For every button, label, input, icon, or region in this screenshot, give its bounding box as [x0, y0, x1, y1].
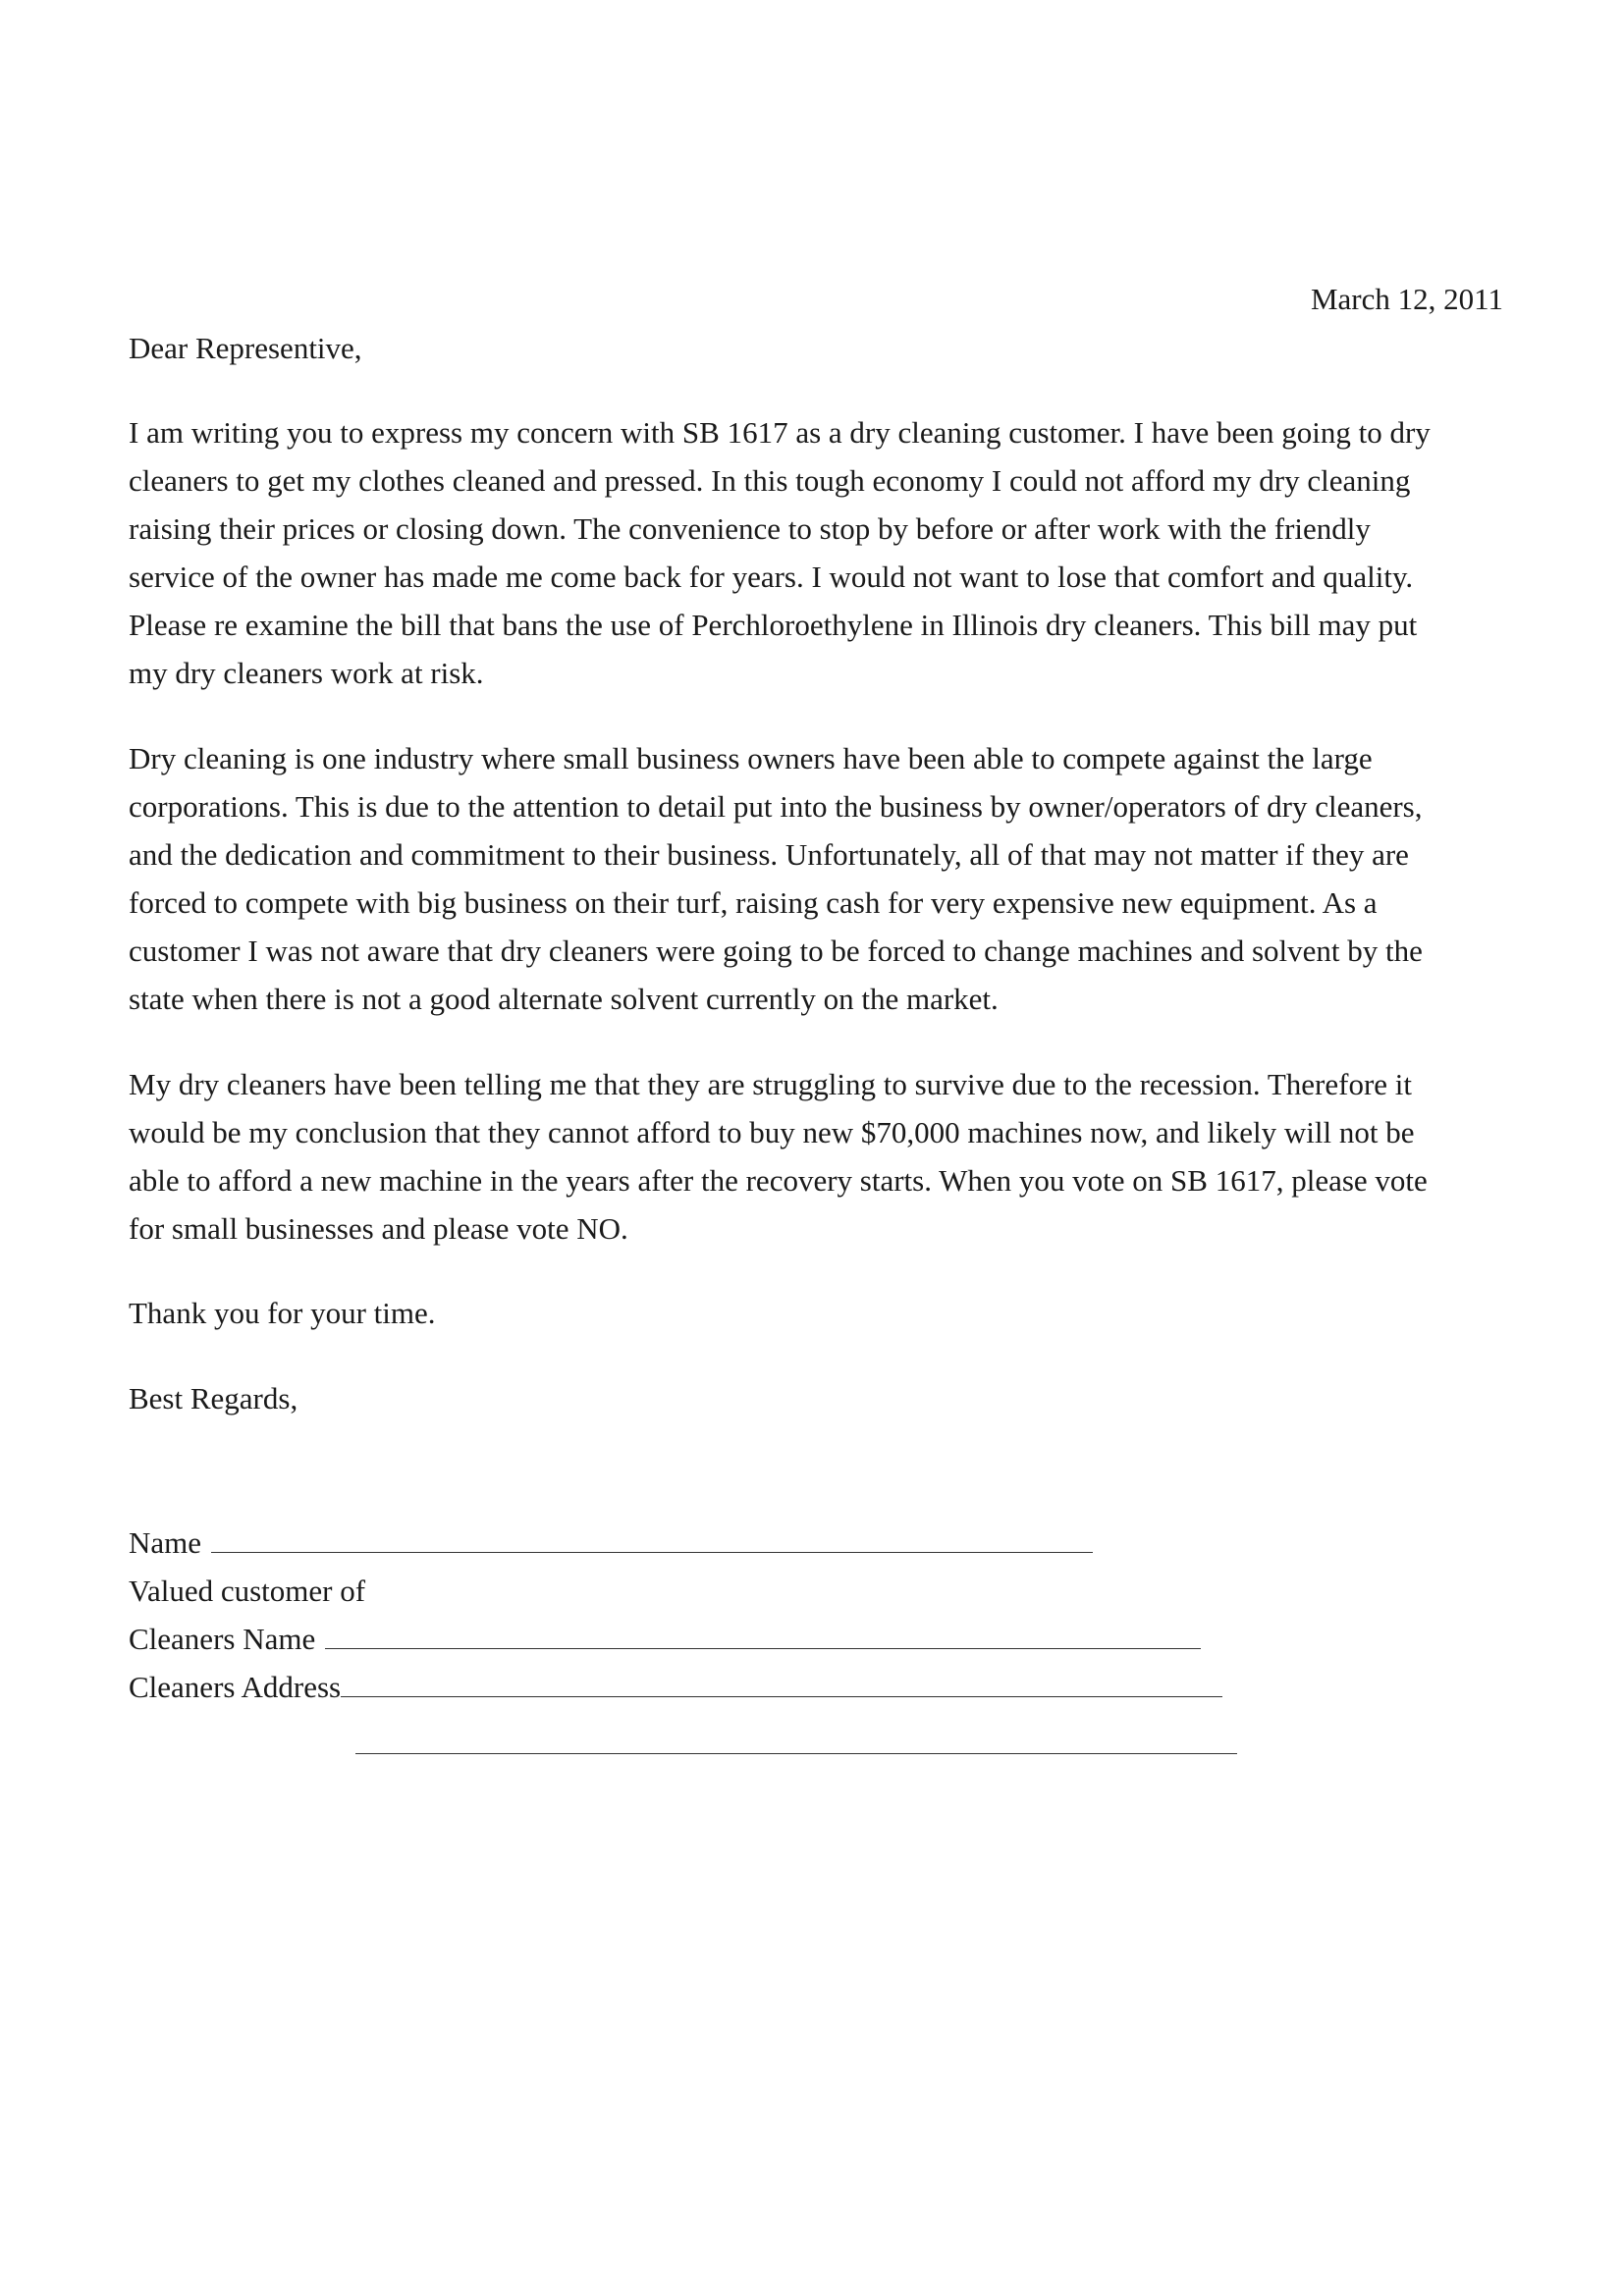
paragraph-2 — [129, 734, 1503, 1023]
paragraph-line: Please re examine the bill that bans the use of Perchloroethylene in Illinois dry cleaners. This bill may put — [129, 608, 1418, 642]
thanks-line: Thank you for your time. — [129, 1296, 436, 1330]
salutation: Dear Representive, — [129, 331, 362, 365]
cleaners-address-blank-line[interactable] — [341, 1667, 1222, 1697]
letter-date: March 12, 2011 — [1310, 282, 1503, 316]
paragraph-1 — [129, 408, 1503, 697]
paragraph-line: raising their prices or closing down. The convenience to stop by before or after work with the friendly — [129, 511, 1371, 546]
paragraph-line: forced to compete with big business on their turf, raising cash for very expensive new equipment. As a — [129, 885, 1378, 920]
paragraph-line: customer I was not aware that dry cleaners were going to be forced to change machines and solvent by the — [129, 934, 1423, 968]
paragraph-3 — [129, 1060, 1503, 1253]
cleaners-address-label: Cleaners Address — [129, 1670, 342, 1704]
paragraph-line: and the dedication and commitment to their business. Unfortunately, all of that may not matter if they are — [129, 837, 1409, 872]
name-label: Name — [129, 1525, 202, 1560]
name-field-row — [129, 1519, 1093, 1567]
paragraph-line: service of the owner has made me come back for years. I would not want to lose that comfort and quality. — [129, 560, 1414, 594]
paragraph-line: My dry cleaners have been telling me that they are struggling to survive due to the recession. Therefore it — [129, 1067, 1413, 1101]
name-blank-line[interactable] — [211, 1522, 1093, 1553]
paragraph-line: Dry cleaning is one industry where small business owners have been able to compete against the large — [129, 741, 1373, 775]
paragraph-line: for small businesses and please vote NO. — [129, 1211, 628, 1246]
paragraph-line: cleaners to get my clothes cleaned and pressed. In this tough economy I could not afford my dry cleaning — [129, 463, 1411, 498]
cleaners-address-field-row — [129, 1663, 1222, 1711]
paragraph-line: would be my conclusion that they cannot afford to buy new $70,000 machines now, and likely will not be — [129, 1115, 1415, 1149]
paragraph-line: corporations. This is due to the attention to detail put into the business by owner/operators of dry cleaners, — [129, 789, 1423, 824]
cleaners-address-second-blank-line[interactable] — [355, 1724, 1237, 1754]
paragraph-line: able to afford a new machine in the years after the recovery starts. When you vote on SB 1617, please vote — [129, 1163, 1428, 1198]
cleaners-name-field-row — [129, 1615, 1201, 1663]
closing-line: Best Regards, — [129, 1381, 298, 1415]
paragraph-line: state when there is not a good alternate solvent currently on the market. — [129, 982, 999, 1016]
paragraph-line: I am writing you to express my concern with SB 1617 as a dry cleaning customer. I have been going to dry — [129, 415, 1431, 450]
valued-customer-label: Valued customer of — [129, 1574, 366, 1608]
paragraph-line: my dry cleaners work at risk. — [129, 656, 484, 690]
cleaners-name-blank-line[interactable] — [325, 1619, 1201, 1649]
cleaners-name-label: Cleaners Name — [129, 1622, 316, 1656]
